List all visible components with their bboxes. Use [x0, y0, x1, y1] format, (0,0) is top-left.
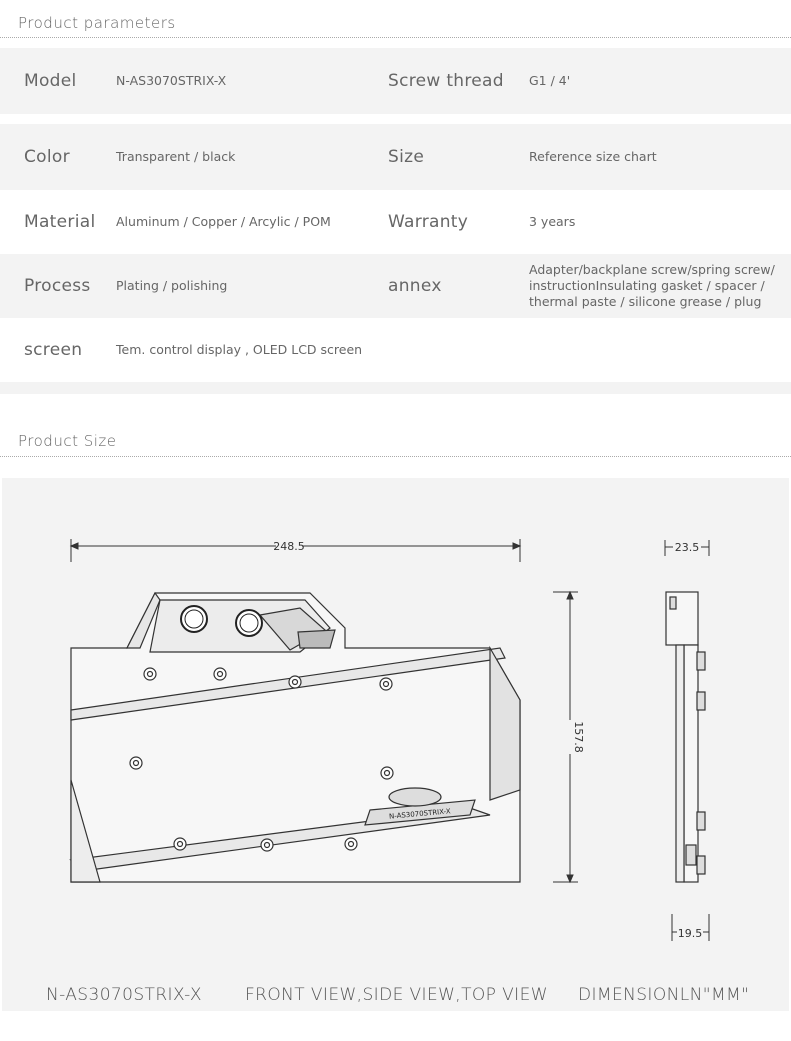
param-label: Warranty: [388, 212, 469, 232]
caption-views: FRONT VIEW,SIDE VIEW,TOP VIEW: [245, 985, 548, 1005]
param-value: G1 / 4': [529, 73, 571, 88]
caption-unit: DIMENSIONLN"MM": [578, 985, 750, 1005]
caption-model: N-AS3070STRIX-X: [46, 985, 202, 1005]
param-label: Size: [388, 147, 425, 167]
param-label: Material: [24, 212, 96, 232]
param-value: Reference size chart: [529, 149, 657, 164]
param-value: N-AS3070STRIX-X: [116, 73, 227, 88]
param-label: Screw thread: [388, 71, 504, 91]
param-value: Aluminum / Copper / Arcylic / POM: [116, 214, 331, 229]
side-view: [666, 592, 705, 882]
param-label: Model: [24, 71, 77, 91]
param-value-annex: Adapter/backplane screw/spring screw/ instructionInsulating gasket / spacer / thermal paste / silicone grease / plug: [529, 262, 775, 309]
param-value: Tem. control display , OLED LCD screen: [116, 342, 363, 357]
plate-label: N-AS3070STRIX-X: [388, 807, 451, 821]
width-dimension-label: 248.5: [273, 540, 305, 553]
height-dimension-label: 157.8: [572, 721, 585, 753]
front-view: [71, 593, 520, 882]
param-label: annex: [388, 276, 442, 296]
param-value: 3 years: [529, 214, 576, 229]
param-label: Color: [24, 147, 70, 167]
depth-bottom-label: 19.5: [677, 927, 703, 940]
param-value: Plating / polishing: [116, 278, 228, 293]
depth-top-label: 23.5: [674, 541, 700, 554]
param-value: Transparent / black: [116, 149, 236, 164]
param-label: screen: [24, 340, 83, 360]
param-label: Process: [24, 276, 91, 296]
size-section-title: Product Size: [18, 432, 117, 450]
params-section-title: Product parameters: [18, 14, 176, 32]
